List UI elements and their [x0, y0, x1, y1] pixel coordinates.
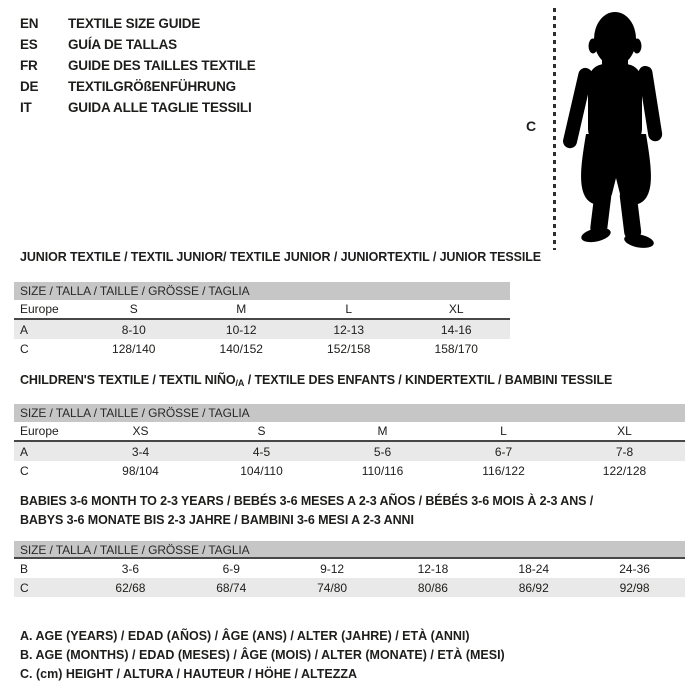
language-code: EN: [20, 16, 39, 31]
table-cell: 68/74: [216, 580, 247, 595]
language-code: IT: [20, 100, 32, 115]
table-row: [14, 339, 510, 358]
table-row: [14, 442, 685, 461]
table-cell: 98/104: [122, 463, 159, 478]
table-cell: 122/128: [602, 463, 647, 478]
row-label: B: [20, 561, 29, 576]
language-row-it: [20, 97, 256, 118]
table-row: [14, 578, 685, 597]
row-label: C: [20, 463, 29, 478]
table-cell: 6-9: [222, 561, 240, 576]
table-row: [14, 559, 685, 578]
language-code: DE: [20, 79, 39, 94]
header-cell: S: [257, 424, 266, 438]
size-bar: SIZE / TALLA / TAILLE / GRÖSSE / TAGLIA: [14, 282, 510, 300]
table-header-row: [14, 300, 510, 320]
header-cell: XL: [448, 302, 464, 316]
language-row-en: [20, 13, 256, 34]
table-cell: 80/86: [417, 580, 448, 595]
language-label: TEXTILGRÖßENFÜHRUNG: [68, 79, 236, 94]
header-cell: S: [129, 302, 138, 316]
header-cell: L: [500, 424, 507, 438]
babies-size-table: [14, 541, 685, 597]
table-cell: 24-36: [619, 561, 650, 576]
legend-line-c: C. (cm) HEIGHT / ALTURA / HAUTEUR / HÖHE / ALTEZZA: [20, 667, 358, 681]
baby-silhouette-icon: [560, 6, 672, 250]
header-cell: Europe: [20, 302, 59, 316]
junior-size-table: [14, 282, 510, 358]
table-cell: 128/140: [112, 341, 156, 356]
table-cell: 4-5: [252, 444, 271, 459]
legend-line-b: B. AGE (MONTHS) / EDAD (MESES) / ÂGE (MOIS) / ALTER (MONATE) / ETÀ (MESI): [20, 648, 505, 662]
header-cell: XS: [132, 424, 149, 438]
children-size-table: [14, 404, 685, 480]
table-cell: 92/98: [619, 580, 650, 595]
language-label: GUIDE DES TAILLES TEXTILE: [68, 58, 256, 73]
babies-section-title: [20, 492, 593, 530]
language-label: GUIDA ALLE TAGLIE TESSILI: [68, 100, 252, 115]
header-cell: XL: [617, 424, 632, 438]
table-cell: 12-13: [333, 322, 365, 337]
children-title-post: / TEXTILE DES ENFANTS / KINDERTEXTIL / BAMBINI TESSILE: [244, 373, 613, 387]
table-cell: 62/68: [115, 580, 146, 595]
table-cell: 12-18: [417, 561, 449, 576]
table-cell: 140/152: [219, 341, 263, 356]
table-cell: 8-10: [121, 322, 146, 337]
table-cell: 6-7: [494, 444, 513, 459]
language-label: TEXTILE SIZE GUIDE: [68, 16, 201, 31]
table-cell: 14-16: [440, 322, 472, 337]
children-section-title: [20, 373, 612, 388]
table-cell: 9-12: [320, 561, 345, 576]
header-cell: Europe: [20, 424, 59, 438]
table-cell: 74/80: [317, 580, 348, 595]
table-cell: 116/122: [482, 463, 525, 478]
children-title-sub: /A: [235, 378, 245, 388]
row-label: A: [20, 322, 29, 337]
language-label: GUÍA DE TALLAS: [68, 37, 177, 52]
row-label: C: [20, 341, 29, 356]
language-code: ES: [20, 37, 38, 52]
babies-title-line1: BABIES 3-6 MONTH TO 2-3 YEARS / BEBÉS 3-6 MESES A 2-3 AÑOS / BÉBÉS 3-6 MOIS À 2-3 ANS /: [20, 494, 594, 508]
language-row-es: [20, 34, 256, 55]
children-title-pre: CHILDREN'S TEXTILE / TEXTIL NIÑO: [20, 373, 236, 387]
measurement-legend: [20, 627, 505, 684]
table-cell: 3-6: [121, 561, 140, 576]
table-cell: 152/158: [327, 341, 371, 356]
table-row: [14, 320, 510, 339]
table-cell: 18-24: [518, 561, 550, 576]
row-label: C: [20, 580, 29, 595]
language-list: [20, 13, 256, 118]
legend-line-a: A. AGE (YEARS) / EDAD (AÑOS) / ÂGE (ANS) / ALTER (JAHRE) / ETÀ (ANNI): [20, 629, 470, 643]
row-label: A: [20, 444, 29, 459]
header-cell: M: [236, 302, 247, 316]
language-row-fr: [20, 55, 256, 76]
height-measure-line: [553, 8, 556, 250]
language-row-de: [20, 76, 256, 97]
table-cell: 104/110: [240, 463, 283, 478]
size-bar: SIZE / TALLA / TAILLE / GRÖSSE / TAGLIA: [14, 541, 685, 559]
header-cell: L: [345, 302, 353, 316]
table-cell: 5-6: [373, 444, 392, 459]
language-code: FR: [20, 58, 38, 73]
table-row: [14, 461, 685, 480]
header-cell: M: [377, 424, 388, 438]
junior-section-title: JUNIOR TEXTILE / TEXTIL JUNIOR/ TEXTILE JUNIOR / JUNIORTEXTIL / JUNIOR TESSILE: [20, 250, 541, 264]
table-cell: 86/92: [518, 580, 549, 595]
table-header-row: [14, 422, 685, 442]
table-cell: 3-4: [131, 444, 150, 459]
table-cell: 110/116: [361, 463, 404, 478]
height-measure-label: C: [526, 118, 537, 134]
size-bar: SIZE / TALLA / TAILLE / GRÖSSE / TAGLIA: [14, 404, 685, 422]
table-cell: 10-12: [225, 322, 257, 337]
babies-title-line2: BABYS 3-6 MONATE BIS 2-3 JAHRE / BAMBINI 3-6 MESI A 2-3 ANNI: [20, 513, 414, 527]
table-cell: 158/170: [434, 341, 478, 356]
table-cell: 7-8: [615, 444, 634, 459]
